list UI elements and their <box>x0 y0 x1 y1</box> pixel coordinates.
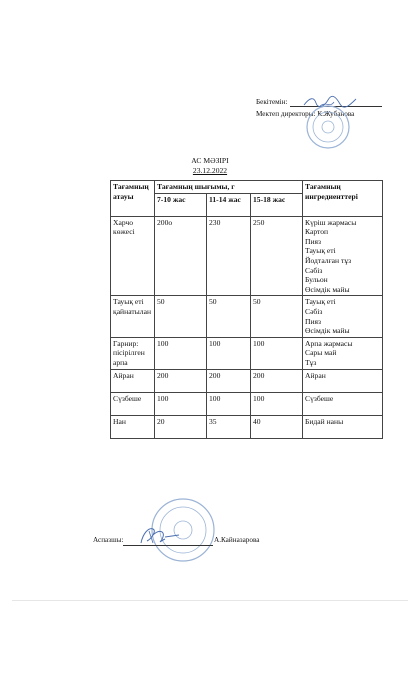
ingredient-item: Күріш жармасы <box>305 217 357 227</box>
ingredient-item: Өсімдік майы <box>305 284 350 294</box>
yield-11-14: 200 <box>207 369 251 392</box>
dish-ingredients <box>303 392 383 415</box>
cook-label: Аспазшы: <box>93 536 124 544</box>
ingredient-item: Тауық еті <box>305 246 336 256</box>
ingredient-item: Тауық еті <box>305 297 336 307</box>
yield-15-18: 40 <box>251 415 303 438</box>
age-group-11-14: 11-14 жас <box>207 193 251 216</box>
table-row <box>111 415 383 438</box>
dish-name: Нан <box>111 415 155 438</box>
yield-11-14: 50 <box>207 296 251 337</box>
dish-ingredients <box>303 216 383 296</box>
age-group-15-18: 15-18 жас <box>251 193 303 216</box>
page-bottom-edge <box>12 600 408 601</box>
dish-name: Харчо көжесі <box>111 216 155 296</box>
ingredient-item: Сүзбеше <box>305 393 334 403</box>
school-stamp <box>305 104 351 150</box>
cook-name: А.Кайназарова <box>214 536 260 544</box>
yield-7-10: 100 <box>155 337 207 369</box>
ingredient-item: Тұз <box>305 357 317 367</box>
yield-15-18: 250 <box>251 216 303 296</box>
approved-label: Бекітемін: <box>256 98 288 106</box>
table-row <box>111 369 383 392</box>
col-header-yield: Тағамның шығымы, г <box>155 181 303 194</box>
dish-name: Сүзбеше <box>111 392 155 415</box>
ingredient-item: Бульон <box>305 275 328 285</box>
ingredient-item: Арпа жармасы <box>305 338 353 348</box>
yield-11-14: 100 <box>207 337 251 369</box>
menu-title: АС МӘЗІРІ <box>191 156 229 165</box>
ingredient-item: Сәбіз <box>305 265 323 275</box>
yield-7-10: 200о <box>155 216 207 296</box>
age-group-7-10: 7-10 жас <box>155 193 207 216</box>
table-header-row <box>111 181 383 194</box>
yield-15-18: 100 <box>251 337 303 369</box>
ingredient-item: Бидай наны <box>305 416 344 426</box>
menu-table <box>110 180 383 439</box>
cook-signature-block <box>93 536 260 544</box>
dish-name: Тауық еті қайнатылан <box>111 296 155 337</box>
yield-7-10: 20 <box>155 415 207 438</box>
yield-11-14: 230 <box>207 216 251 296</box>
table-row <box>111 296 383 337</box>
yield-7-10: 50 <box>155 296 207 337</box>
dish-ingredients <box>303 296 383 337</box>
ingredient-item: Өсімдік майы <box>305 326 350 336</box>
dish-name: Гарнир: пісірілген арпа <box>111 337 155 369</box>
table-row <box>111 392 383 415</box>
ingredient-item: Айран <box>305 370 326 380</box>
ingredient-item: Йодталған тұз <box>305 255 352 265</box>
dish-ingredients <box>303 369 383 392</box>
ingredient-item: Пияз <box>305 316 322 326</box>
dish-ingredients <box>303 415 383 438</box>
dish-ingredients <box>303 337 383 369</box>
ingredient-item: Сәбіз <box>305 306 323 316</box>
ingredient-item: Сары май <box>305 348 337 358</box>
menu-date: 23.12.2022 <box>192 166 228 175</box>
cook-signature <box>135 525 185 547</box>
yield-11-14: 100 <box>207 392 251 415</box>
yield-7-10: 200 <box>155 369 207 392</box>
col-header-ingredients: Тағамның ингредиенттері <box>303 181 383 217</box>
table-row <box>111 337 383 369</box>
table-row <box>111 216 383 296</box>
ingredient-item: Картоп <box>305 227 329 237</box>
dish-name: Айран <box>111 369 155 392</box>
yield-11-14: 35 <box>207 415 251 438</box>
ingredient-item: Пияз <box>305 236 322 246</box>
yield-15-18: 100 <box>251 392 303 415</box>
yield-15-18: 50 <box>251 296 303 337</box>
col-header-name: Тағамның атауы <box>111 181 155 217</box>
yield-15-18: 200 <box>251 369 303 392</box>
yield-7-10: 100 <box>155 392 207 415</box>
director-line: Мектеп директоры: К.Жубанова <box>256 110 355 118</box>
